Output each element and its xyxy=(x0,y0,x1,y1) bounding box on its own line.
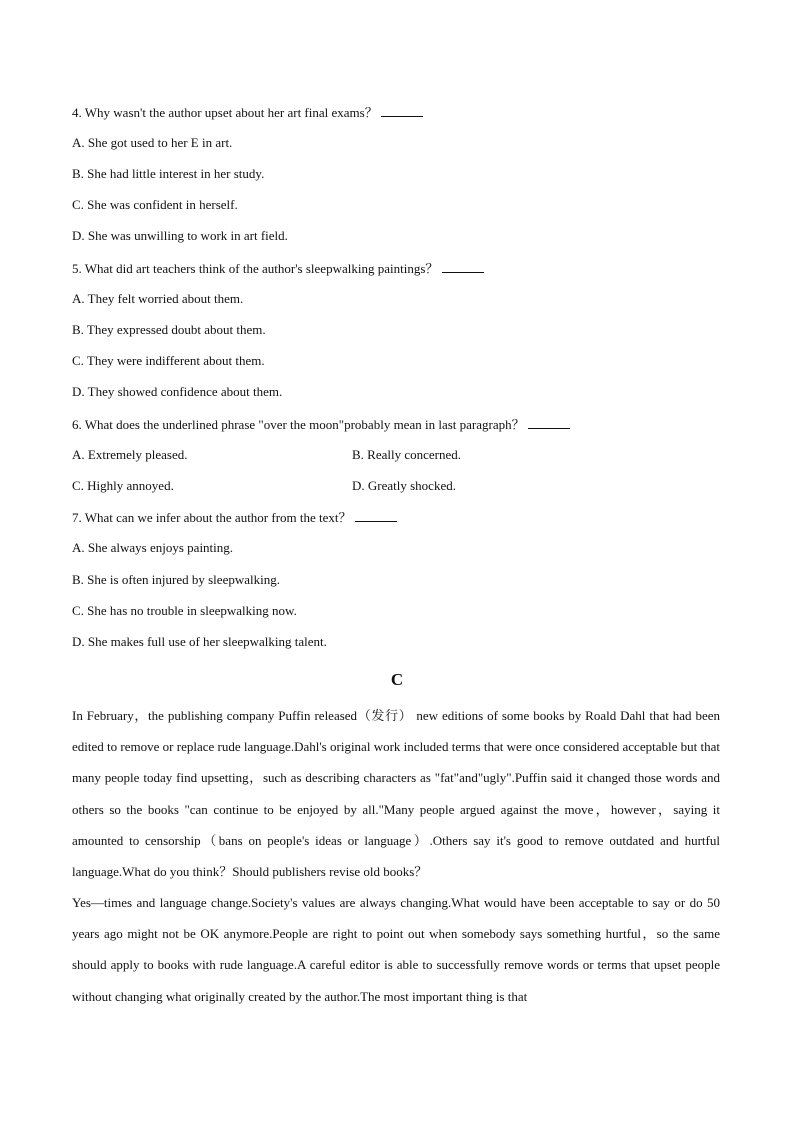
question-7-option-c: C. She has no trouble in sleepwalking now. xyxy=(72,603,297,618)
answer-blank xyxy=(355,509,397,522)
question-7-option-d: D. She makes full use of her sleepwalking talent. xyxy=(72,634,327,649)
question-7-option-b: B. She is often injured by sleepwalking. xyxy=(72,572,280,587)
question-5-option-c: C. They were indifferent about them. xyxy=(72,353,265,368)
question-6-option-c: C. Highly annoyed. xyxy=(72,478,174,493)
question-text: 4. Why wasn't the author upset about her art final exams？ xyxy=(72,105,378,120)
question-text: 5. What did art teachers think of the author's sleepwalking paintings？ xyxy=(72,261,439,276)
question-5-stem xyxy=(72,260,484,277)
question-6-option-b: B. Really concerned. xyxy=(352,447,462,462)
passage-paragraph-1: In February，the publishing company Puffin released（发行） new editions of some books by Roald Dahl that had been edited to remove or replace rude language.Dahl's original work included terms that were once considered acceptable but that many people today find upsetting，such as describing characters as "fat"and"ugly".Puffin said it changed those words and others so the books "can continue to be enjoyed by all."Many people argued against the move，however，saying it amounted to censorship（bans on people's ideas or language）.Others say it's good to remove outdated and hurtful language.What do you think？Should publishers revise old books？ xyxy=(72,708,720,880)
question-7-option-a: A. She always enjoys painting. xyxy=(72,540,234,555)
answer-blank xyxy=(442,260,484,273)
question-6-option-a: A. Extremely pleased. xyxy=(72,447,188,462)
question-text: 7. What can we infer about the author from the text？ xyxy=(72,510,352,525)
question-4-option-b: B. She had little interest in her study. xyxy=(72,166,265,181)
question-5-option-b: B. They expressed doubt about them. xyxy=(72,322,266,337)
passage-paragraph-2: Yes—times and language change.Society's values are always changing.What would have been acceptable to say or do 50 years ago might not be OK anymore.People are right to point out when somebody says something hurtful，so the same should apply to books with rude language.A careful editor is able to successfully remove words or terms that upset people without changing what originally created by the author.The most important thing is that xyxy=(72,895,720,1004)
question-4-option-c: C. She was confident in herself. xyxy=(72,197,238,212)
question-5-option-a: A. They felt worried about them. xyxy=(72,291,244,306)
question-4-option-a: A. She got used to her E in art. xyxy=(72,135,233,150)
question-4-option-d: D. She was unwilling to work in art field. xyxy=(72,228,288,243)
question-4-stem xyxy=(72,104,423,121)
question-6-option-d: D. Greatly shocked. xyxy=(352,478,456,493)
answer-blank xyxy=(528,416,570,429)
question-text: 6. What does the underlined phrase "over the moon"probably mean in last paragraph？ xyxy=(72,417,525,432)
question-7-stem xyxy=(72,509,397,526)
question-5-option-d: D. They showed confidence about them. xyxy=(72,384,283,399)
answer-blank xyxy=(381,104,423,117)
section-title: C xyxy=(390,670,404,689)
question-6-stem xyxy=(72,416,570,433)
